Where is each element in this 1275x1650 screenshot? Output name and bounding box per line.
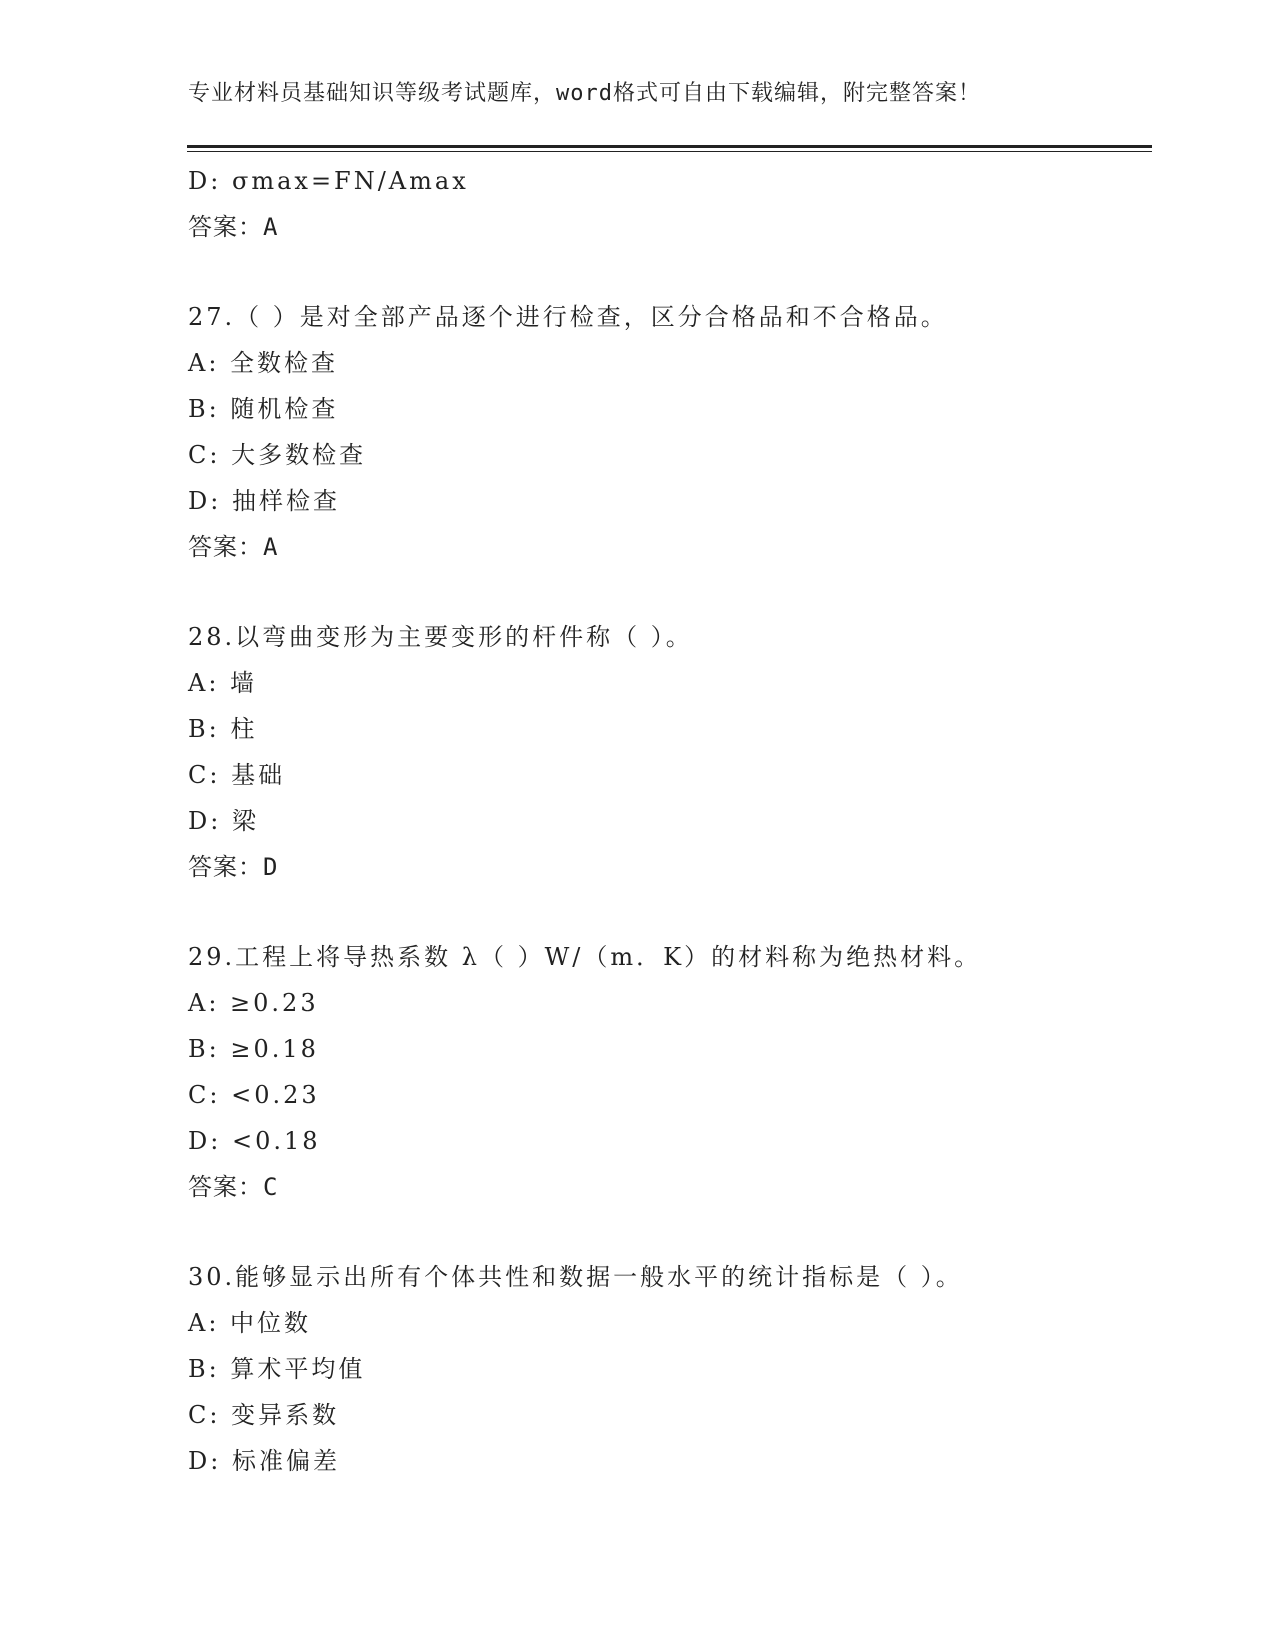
- answer-label: 答案：: [188, 213, 263, 241]
- question-spacer: [188, 570, 1148, 614]
- question-30-option-b: B: 算术平均值: [188, 1355, 366, 1383]
- question-27-option-b: B: 随机检查: [188, 395, 339, 423]
- answer-value: A: [263, 533, 279, 561]
- header-divider-thin: [187, 151, 1152, 152]
- question-29-option-c: C: <0.23: [188, 1081, 320, 1109]
- question-29-option-d: D: <0.18: [188, 1127, 321, 1155]
- question-26-answer: [188, 204, 1148, 250]
- question-26-option-d: D: σmax=FN/Amax: [188, 167, 469, 195]
- answer-label: 答案：: [188, 853, 263, 881]
- question-30-option-a: A: 中位数: [188, 1309, 312, 1337]
- question-27-option-c: C: 大多数检查: [188, 441, 367, 469]
- question-29-option-b: B: ≥0.18: [188, 1035, 319, 1063]
- question-spacer: [188, 1210, 1148, 1254]
- question-spacer: [188, 250, 1148, 294]
- question-spacer: [188, 890, 1148, 934]
- question-29-answer: [188, 1164, 1148, 1210]
- question-27-stem: 27.（ ）是对全部产品逐个进行检查，区分合格品和不合格品。: [188, 303, 948, 331]
- page-header-title: 专业材料员基础知识等级考试题库，word格式可自由下载编辑，附完整答案！: [188, 81, 981, 106]
- question-29-option-a: A: ≥0.23: [188, 989, 319, 1017]
- question-29-stem: 29.工程上将导热系数 λ（ ）W/（m．K）的材料称为绝热材料。: [188, 943, 982, 971]
- answer-value: C: [263, 1173, 279, 1201]
- question-30-stem: 30.能够显示出所有个体共性和数据一般水平的统计指标是（ ）。: [188, 1263, 963, 1291]
- answer-value: D: [263, 853, 279, 881]
- question-28-option-c: C: 基础: [188, 761, 286, 789]
- question-30-option-d: D: 标准偏差: [188, 1447, 340, 1475]
- question-28-answer: [188, 844, 1148, 890]
- question-30-option-c: C: 变异系数: [188, 1401, 340, 1429]
- answer-label: 答案：: [188, 1173, 263, 1201]
- header-divider-thick: [187, 145, 1152, 148]
- question-28-stem: 28.以弯曲变形为主要变形的杆件称（ ）。: [188, 623, 693, 651]
- question-list: [188, 158, 1148, 1484]
- question-28-option-d: D: 梁: [188, 807, 259, 835]
- question-28-option-b: B: 柱: [188, 715, 258, 743]
- answer-value: A: [263, 213, 279, 241]
- question-27-option-d: D: 抽样检查: [188, 487, 340, 515]
- answer-label: 答案：: [188, 533, 263, 561]
- question-27-option-a: A: 全数检查: [188, 349, 339, 377]
- question-28-option-a: A: 墙: [188, 669, 258, 697]
- question-27-answer: [188, 524, 1148, 570]
